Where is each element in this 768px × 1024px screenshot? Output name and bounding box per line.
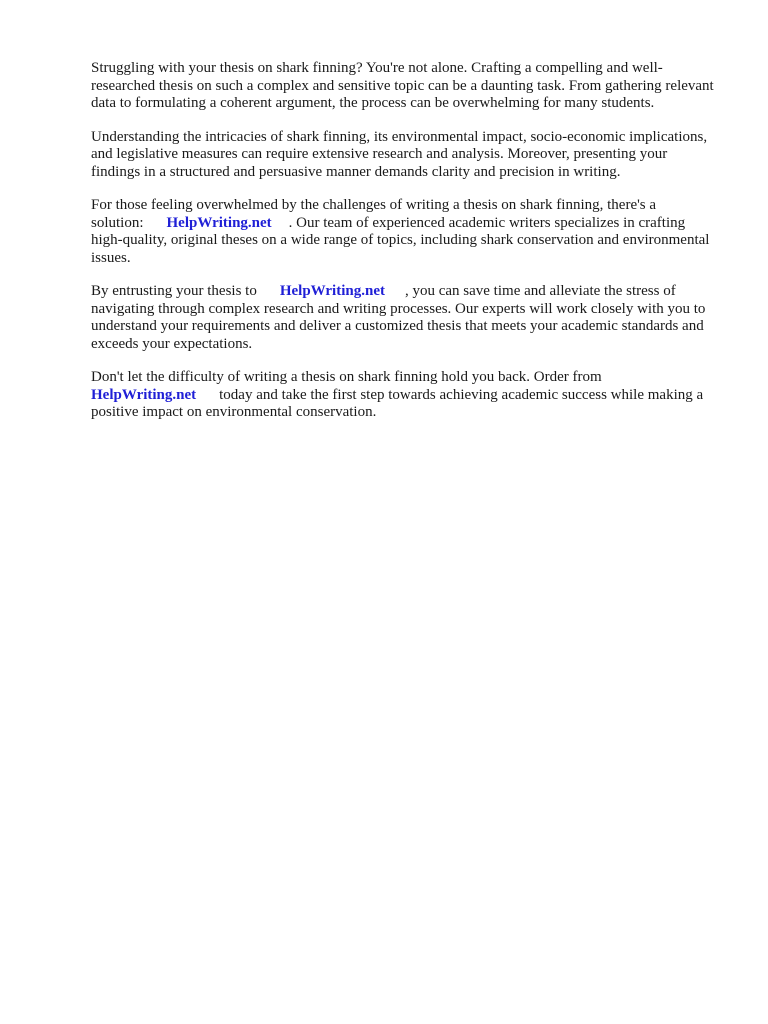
paragraph-solution-text-before: For those feeling overwhelmed by the challenges of writing a thesis on shark finning, there's a solution:: [91, 197, 657, 231]
paragraph-solution: [91, 197, 717, 267]
paragraph-understanding: [91, 129, 717, 182]
helpwriting-link-1[interactable]: HelpWriting.net: [166, 214, 272, 231]
paragraph-intro-text: Struggling with your thesis on shark finning? You're not alone. Crafting a compelling and well-researched thesis on such a complex and sensitive topic can be a daunting task. From gathering relevant data to formulating a coherent argument, the process can be overwhelming for many students.: [91, 60, 714, 111]
paragraph-understanding-text: Understanding the intricacies of shark finning, its environmental impact, socio-economic implications, and legislative measures can require extensive research and analysis. Moreover, presenting your findings in a structured and persuasive manner demands clarity and precision in writing.: [91, 128, 708, 180]
paragraph-entrusting: [91, 283, 717, 353]
paragraph-order: [91, 369, 717, 422]
paragraph-intro: [91, 60, 717, 113]
document-body: [91, 60, 717, 438]
paragraph-order-text-after: today and take the first step towards achieving academic success while making a positive impact on environmental conservation.: [91, 386, 704, 420]
paragraph-entrusting-text-before: By entrusting your thesis to: [91, 283, 257, 299]
paragraph-order-text-before: Don't let the difficulty of writing a thesis on shark finning hold you back. Order from: [91, 369, 602, 385]
paragraph-entrusting-text-after: , you can save time and alleviate the stress of navigating through complex research and writing processes. Our experts will work closely with you to understand your requirements and deliver a customized thesis that meets your academic standards and exceeds your expectations.: [91, 283, 706, 352]
paragraph-solution-text-after: . Our team of experienced academic writers specializes in crafting high-quality, original theses on a wide range of topics, including shark conservation and environmental issues.: [91, 214, 710, 266]
helpwriting-link-2[interactable]: HelpWriting.net: [279, 283, 385, 299]
helpwriting-link-3[interactable]: HelpWriting.net: [91, 386, 197, 403]
